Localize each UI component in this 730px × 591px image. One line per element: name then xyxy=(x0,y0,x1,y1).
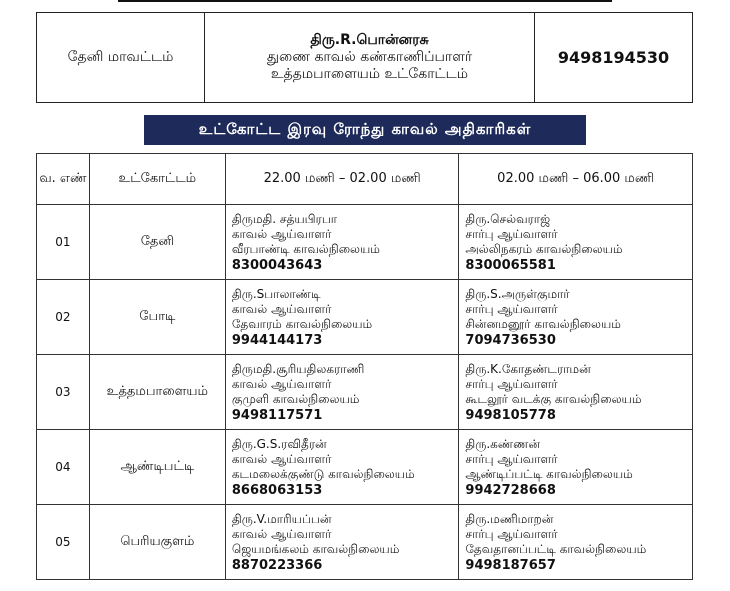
table-row xyxy=(37,280,693,355)
officer-station: ஜெயமங்கலம் காவல்நிலையம் xyxy=(231,541,400,556)
officer-name: திரு.மணிமாறன் xyxy=(465,511,554,526)
top-rule xyxy=(118,0,612,2)
table-row xyxy=(37,205,693,280)
header-serial: வ. எண் xyxy=(37,154,90,205)
officer-phone: 9942728668 xyxy=(465,482,556,498)
header-shift1: 22.00 மணி – 02.00 மணி xyxy=(225,154,459,205)
officer-name: திரு.Sபாலாண்டி xyxy=(231,286,321,301)
district-label: தேனி மாவட்டம் xyxy=(37,13,205,102)
officer-role: காவல் ஆய்வாளர் xyxy=(231,301,332,316)
officer-station: தேவாரம் காவல்நிலையம் xyxy=(231,316,373,331)
officer-role: காவல் ஆய்வாளர் xyxy=(231,526,332,541)
officer-station: தேவதானப்பட்டி காவல்நிலையம் xyxy=(465,541,647,556)
officer-phone: 9498105778 xyxy=(465,407,556,423)
officer-name: திரு.கண்ணன் xyxy=(465,436,541,451)
officer-role: காவல் ஆய்வாளர் xyxy=(231,226,332,241)
officer-phone: 9498187657 xyxy=(465,557,556,573)
subdivision-cell: ஆண்டிபட்டி xyxy=(89,430,225,505)
officer-station: அல்லிநகரம் காவல்நிலையம் xyxy=(465,241,623,256)
serial-cell: 02 xyxy=(37,280,90,355)
officer-station: சின்னமனூர் காவல்நிலையம் xyxy=(465,316,621,331)
officer-role: சார்பு ஆய்வாளர் xyxy=(465,376,558,391)
officer-phone: 8300065581 xyxy=(465,257,556,273)
officer-role: காவல் ஆய்வாளர் xyxy=(231,376,332,391)
subdivision-cell: பெரியகுளம் xyxy=(89,505,225,580)
officer-role: சார்பு ஆய்வாளர் xyxy=(465,526,558,541)
officer-role: துணை காவல் கண்காணிப்பாளர் xyxy=(266,49,473,65)
table-row xyxy=(37,355,693,430)
officer-phone: 8300043643 xyxy=(231,257,323,273)
officer-role: சார்பு ஆய்வாளர் xyxy=(465,451,558,466)
table-row xyxy=(37,505,693,580)
officer-name: திரு.K.கோதண்டராமன் xyxy=(465,361,591,376)
officer-name: திரு.S.அருள்குமார் xyxy=(465,286,570,301)
subdivision-cell: உத்தமபாளையம் xyxy=(89,355,225,430)
shift1-officer xyxy=(225,430,459,505)
officer-name: திருமதி. சத்யபிரபா xyxy=(231,211,338,226)
shift1-officer xyxy=(225,355,459,430)
officer-name: திரு.R.பொன்னரசு xyxy=(310,32,429,48)
officer-role: சார்பு ஆய்வாளர் xyxy=(465,226,558,241)
officer-phone: 7094736530 xyxy=(465,332,556,348)
officer-phone: 9944144173 xyxy=(231,332,323,348)
shift2-officer xyxy=(459,205,693,280)
shift2-officer xyxy=(459,430,693,505)
shift2-officer xyxy=(459,505,693,580)
subdivision-cell: தேனி xyxy=(89,205,225,280)
officer-name: திரு.செல்வராஜ் xyxy=(465,211,551,226)
duty-table xyxy=(36,153,693,580)
shift1-officer xyxy=(225,205,459,280)
shift2-officer xyxy=(459,355,693,430)
table-header-row xyxy=(37,154,693,205)
officer-phone: 9498117571 xyxy=(231,407,323,423)
header-shift2: 02.00 மணி – 06.00 மணி xyxy=(459,154,693,205)
officer-subdivision: உத்தமபாளையம் உட்கோட்டம் xyxy=(270,66,469,82)
officer-role: சார்பு ஆய்வாளர் xyxy=(465,301,558,316)
header-subdivision: உட்கோட்டம் xyxy=(89,154,225,205)
officer-phone: 8668063153 xyxy=(231,482,323,498)
officer-role: காவல் ஆய்வாளர் xyxy=(231,451,332,466)
officer-phone: 9498194530 xyxy=(557,48,670,67)
officer-name: திருமதி.சூரியதிலகராணி xyxy=(231,361,365,376)
shift1-officer xyxy=(225,280,459,355)
serial-cell: 04 xyxy=(37,430,90,505)
officer-name: திரு.V.மாரியப்பன் xyxy=(231,511,332,526)
officer-station: ஆண்டிப்பட்டி காவல்நிலையம் xyxy=(465,466,633,481)
table-row xyxy=(37,430,693,505)
serial-cell: 05 xyxy=(37,505,90,580)
subdivision-cell: போடி xyxy=(89,280,225,355)
serial-cell: 01 xyxy=(37,205,90,280)
shift2-officer xyxy=(459,280,693,355)
officer-station: வீரபாண்டி காவல்நிலையம் xyxy=(231,241,380,256)
officer-name: திரு.G.S.ரவிதீரன் xyxy=(231,436,327,451)
header-box xyxy=(36,12,693,103)
officer-station: கூடலூர் வடக்கு காவல்நிலையம் xyxy=(465,391,642,406)
officer-phone: 8870223366 xyxy=(231,557,323,573)
banner-title: உட்கோட்ட இரவு ரோந்து காவல் அதிகாரிகள் xyxy=(144,115,586,145)
officer-station: கடமலைக்குண்டு காவல்நிலையம் xyxy=(231,466,415,481)
serial-cell: 03 xyxy=(37,355,90,430)
officer-block xyxy=(205,13,535,102)
shift1-officer xyxy=(225,505,459,580)
officer-station: குமுளி காவல்நிலையம் xyxy=(231,391,360,406)
